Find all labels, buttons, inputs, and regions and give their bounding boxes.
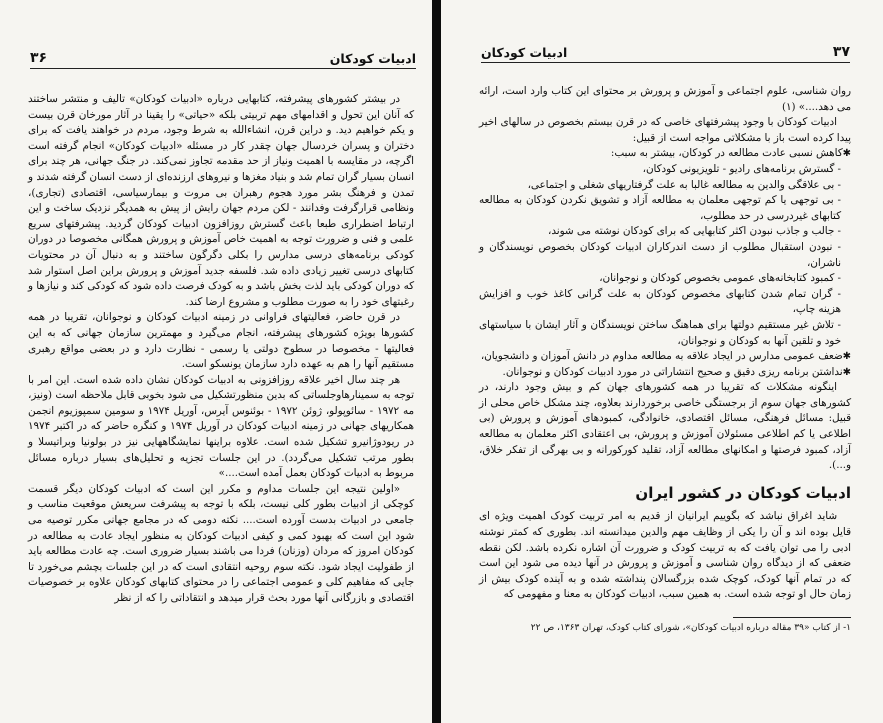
list-item: - بی علاقگی والدین به مطالعه غالبا به علت گرفتاریهای شغلی و اجتماعی، (527, 178, 841, 191)
list-item: - گسترش برنامه‌های رادیو - تلویزیونی کودکان، (642, 162, 841, 175)
paragraph: شاید اغراق نباشد که بگوییم ایرانیان از قدیم به امر تربیت کودک اهمیت ویژه ای قایل بوده اند و آن را یکی از وظایف مهم والدین میدانسته اند. بطوری که کمتر نوشته ادبی را می توان یافت که به تربیت کودک و ضرورت آن اشاره نکرده باشد. لکن نقطه ضعفی که از دیدگاه روان شناسی و آموزش و پرورش در آنها دیده می شود این است که در تمام آنها کودک، کوچک شده بزرگسالان پنداشته شده و به آینده کودک بیش از زمان حال او توجه شده است. به همین سبب، ادبیات کودکان به معنا و مفهومی که (479, 510, 851, 601)
page-number: ۳۷ (832, 44, 850, 60)
paragraph: در قرن حاضر، فعالیتهای فراوانی در زمینه ادبیات کودکان و نوجوانان، تقریبا در همه کشورها بویژه کشورهای پیشرفته، انجام می‌گیرد و مهمترین سازمان جهانی که به این فعالیتها - مخصوصا در سطوح دولتی یا رسمی - نظارت دارد و در بعضی مواقع رهبری مستقیم آنها را هم به عهده دارد سازمان یونسکو است. (28, 311, 414, 371)
list-item: - نبودن استقبال مطلوب از دست اندرکاران ادبیات کودکان بخصوص نویسندگان و ناشران، (479, 240, 841, 269)
bullet-item: ✱ کاهش نسبی عادت مطالعه در کودکان، بیشتر به سبب: (479, 146, 851, 162)
right-page-header (481, 38, 850, 63)
paragraph: روان شناسی، علوم اجتماعی و آموزش و پرورش بر محتوای این کتاب وارد است، ارائه می دهد....» (۱) (479, 85, 851, 113)
section-title: ادبیات کودکان در کشور ایران (635, 483, 851, 502)
list-item: - گران تمام شدن کتابهای مخصوص کودکان به علت گرانی کاغذ خوب و افزایش هزینه چاپ، (479, 287, 841, 316)
page-number: ۳۶ (30, 50, 48, 66)
left-page-header (30, 44, 416, 69)
footnote-divider (733, 617, 851, 618)
book-gutter (432, 0, 441, 723)
bullet-item: ✱ نداشتن برنامه ریزی دقیق و صحیح انتشاراتی در مورد ادبیات کودکان و نوجوانان. (479, 365, 851, 381)
running-head: ادبیات کودکان (329, 51, 416, 66)
running-head: ادبیات کودکان (481, 45, 568, 60)
paragraph: ادبیات کودکان با وجود پیشرفتهای خاصی که در قرن بیستم بخصوص در سالهای اخیر پیدا کرده است باز با مشکلاتی مواجه است از قبیل: (479, 116, 851, 144)
paragraph: هر چند سال اخیر علاقه روزافزونی به ادبیات کودکان نشان داده شده است. این امر با توجه به سمینارهاوجلساتی که بدین منظورتشکیل می شود بخوبی قابل ملاحظه است (ونیز، مه ۱۹۷۲ - سائوپولو، ژوئن ۱۹۷۲ - بوئنوس آیرس، آوریل ۱۹۷۴ و سومین سمپوزیوم انجمن همکاریهای جهانی در زمینه ادبیات کودکان در آوریل ۱۹۷۴ و کنگره حاضر که در اکتبر ۱۹۷۴ در ریودوژانیرو تشکیل شده است. علاوه براینها نمایشگاههایی نیز در بولونیا وبراتیسلا و بطور مرتب تشکیل می‌گردد). در این جلسات تجزیه و تحلیل‌های بسیار درباره مسائل مربوط به ادبیات کودکان بعمل آمده است....» (28, 373, 414, 480)
paragraph: اینگونه مشکلات که تقریبا در همه کشورهای جهان کم و بیش وجود دارند، در کشورهای جهان سوم از برجستگی خاصی برخوردارند بعلاوه، چند مشکل خاص محلی از قبیل: مسائل فرهنگی، مسائل اقتصادی، خانوادگی، کمبودهای آموزش و پرورش (بی اطلاعی یا کم اطلاعی مسئولان آموزش و پرورش، بی اعتقادی اکثر معلمان به مطالعه آزاد، کمبود فرصتها و امکانهای مطالعه آزاد، تقلید کورکورانه و بی بهرگی از تفکر خلاق، و...). (479, 381, 851, 472)
list-item: - جالب و جاذب نبودن اکثر کتابهایی که برای کودکان نوشته می شوند، (548, 225, 841, 238)
paragraph: در بیشتر کشورهای پیشرفته، کتابهایی درباره «ادبیات کودکان» تالیف و منتشر ساختند که آنان این تحول و اقدامهای مهم تربیتی بلکه «حیاتی» را یقینا در آثار مورخان قرن بیست و یکم خواهیم دید. و دراین قرن، انشاءالله به شرط وجود، مردم در خواهند یافت که برای دختران و پسران خردسال جهان چقدر کار در مسئله «ادبیات کودکان» انجام گرفته است اگرچه، در مقایسه با اهمیت ونیاز از حد مقدمه تجاوز نمی‌کند. در جنگ جهانی، هر چند برای انسان بسیار گران تمام شد و بنیاد مغزها و نیروهای ارزنده‌ای از دست انسان گرفته شدند و تمدن و فرهنگ بشر مورد هجوم رهبران بی مروت و بیمارسیاسی، اقتصادی (تجاری)، ونظامی قرارگرفت وفدانند - لکن مردم جهان رایش از پیش به همدیگر نزدیک ساخت و این ارتباط اضطراری طبعا باعث گسترش روزافزون ادبیات کودکان گردید. پیشرفتهای سریع علمی و فنی و ضرورت توجه به اهمیت خاص آموزش و پرورش همگانی مخصوصا در دوران کودکی برنامه‌های درسی مدارس را بکلی دگرگون ساختند و به دنبال آن در محتویات کتابهای درسی تغییر زیادی داده شد. فلسفه جدید آموزش و پرورش براین اصل استوار شد که دوران کودکی باید لذت بخش باشد و به کودک فرصت داده شود که کودکی کند و نیازها و رغبتهای خود را به صورت مطلوب و مشروع ارضا کند. (28, 93, 414, 308)
footnote: ۱- از کتاب «۳۹ مقاله درباره ادبیات کودکان»، شورای کتاب کودک، تهران ۱۳۶۳، ص ۲۲ (530, 623, 851, 633)
right-page-body (479, 84, 851, 635)
bullet-item: ✱ ضعف عمومی مدارس در ایجاد علاقه به مطالعه مداوم در دانش آموزان و دانشجویان، (479, 349, 851, 365)
list-item: - کمبود کتابخانه‌های عمومی بخصوص کودکان و نوجوانان، (599, 272, 841, 285)
left-page (0, 0, 432, 723)
right-page (441, 0, 883, 723)
list-item: - تلاش غیر مستقیم دولتها برای هماهنگ ساختن نویسندگان و آثار ایشان با سیاستهای خود و تلقین آنها به کودکان و نوجوانان، (479, 318, 841, 347)
left-page-body (28, 92, 414, 607)
paragraph: «اولین نتیجه این جلسات مداوم و مکرر این است که ادبیات کودکان دیگر قسمت کوچکی از ادبیات بطور کلی نیست، بلکه با توجه به پیشرفت سریعش موقعیت مناسب و جامعی در ادبیات بدست آورده است.... نکته دومی که در مجامع جهانی مکرر توصیه می شود این است که بهبود کمی و کیفی ادبیات کودکان به منظور ایجاد عادت به مطالعه در کودکان امروز که مردان (وزنان) فردا می باشند بسیار ضروری است. چه عادت مطالعه باید از طفولیت ایجاد شود. نکته سوم روحیه انتقادی است که در این جلسات بچشم می‌خورد تا جایی که مفاهیم کلی و عمومی اجتماعی را در محتوای کتابهای کودکان علاوه بر خصوصیات اقتصادی و بازرگانی آنها مورد بحث قرار میدهد و انتقاداتی را که از نظر (28, 482, 414, 604)
list-item: - بی توجهی یا کم توجهی معلمان به مطالعه آزاد و تشویق نکردن کودکان به مطالعه کتابهای غیردرسی در حد مطلوب، (479, 194, 841, 222)
